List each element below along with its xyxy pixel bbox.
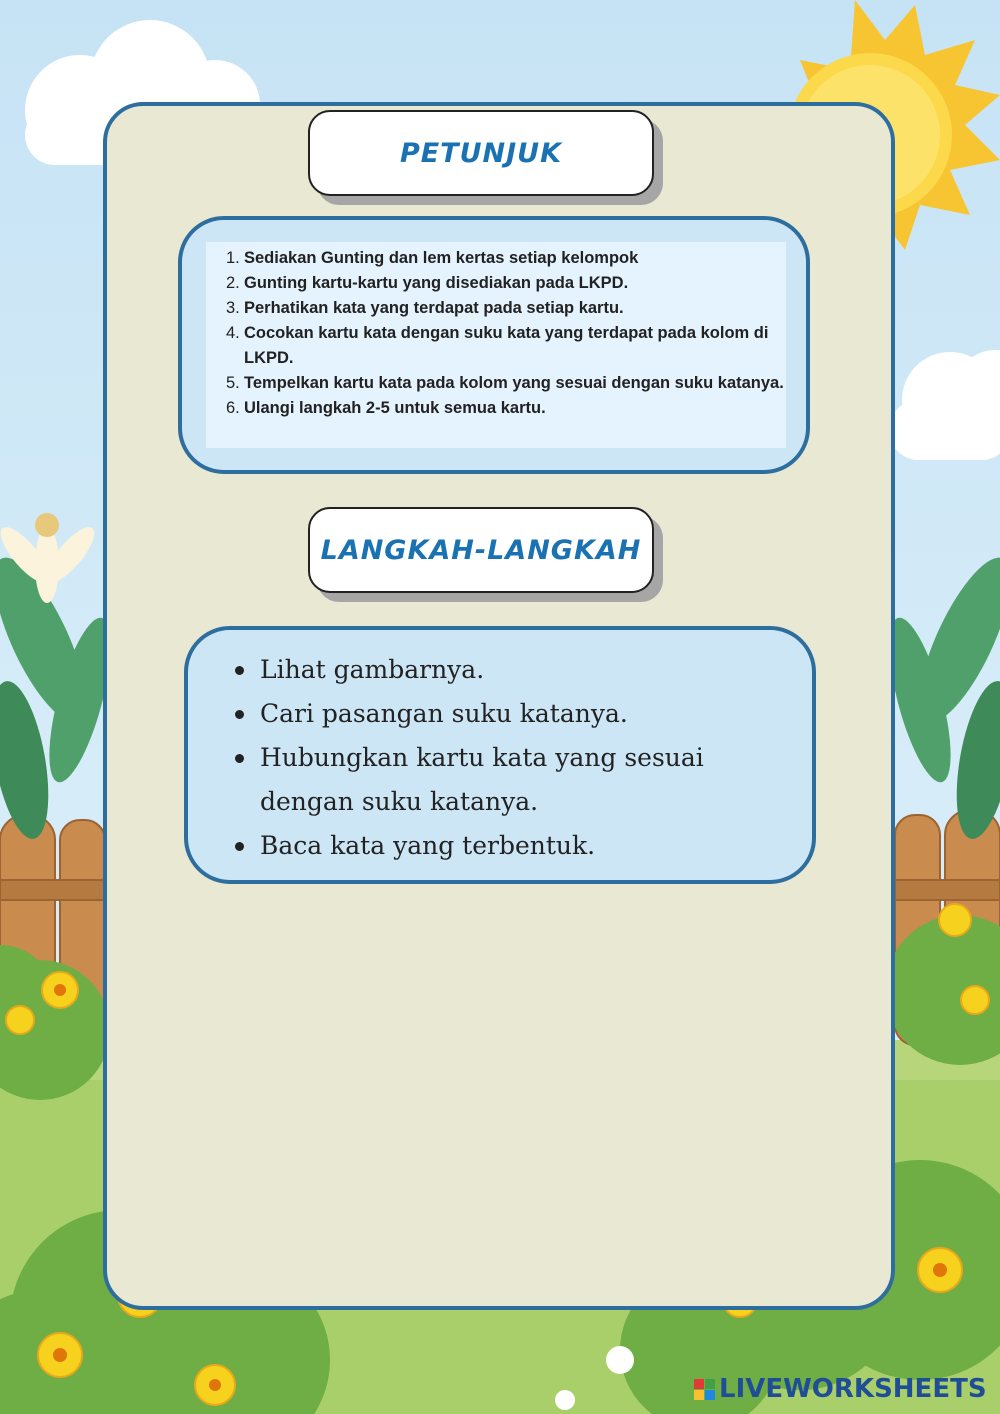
list-item	[206, 296, 786, 321]
petunjuk-title: PETUNJUK	[399, 137, 563, 169]
step-number: 6.	[226, 399, 240, 417]
logo-square	[694, 1379, 704, 1389]
langkah-title-box	[308, 507, 654, 593]
petunjuk-box	[178, 216, 810, 474]
step-text: Cocokan kartu kata dengan suku kata yang terdapat pada kolom di LKPD.	[244, 324, 769, 367]
step-number: 1.	[226, 249, 240, 267]
petunjuk-list	[206, 242, 786, 421]
step-number: 2.	[226, 274, 240, 292]
list-item: Cari pasangan suku katanya.	[260, 692, 782, 736]
list-item: Baca kata yang terbentuk.	[260, 824, 782, 868]
liveworksheets-brand[interactable]	[694, 1374, 987, 1404]
list-item	[206, 371, 786, 396]
petunjuk-inner	[206, 242, 786, 448]
list-item	[206, 246, 786, 271]
langkah-title: LANGKAH-LANGKAH	[320, 534, 642, 566]
step-text: Tempelkan kartu kata pada kolom yang sesuai dengan suku katanya.	[244, 374, 784, 392]
step-text: Perhatikan kata yang terdapat pada setiap kartu.	[244, 299, 624, 317]
step-text: Gunting kartu-kartu yang disediakan pada LKPD.	[244, 274, 629, 292]
list-item	[206, 396, 786, 421]
list-item: Lihat gambarnya.	[260, 648, 782, 692]
petunjuk-title-box	[308, 110, 654, 196]
liveworksheets-logo-icon	[694, 1379, 715, 1400]
logo-square	[705, 1390, 715, 1400]
list-item	[206, 321, 786, 371]
leaves-right	[877, 547, 1000, 844]
list-item	[206, 271, 786, 296]
logo-square	[694, 1390, 704, 1400]
step-text: Ulangi langkah 2-5 untuk semua kartu.	[244, 399, 546, 417]
cloud-right-mid	[890, 350, 1000, 460]
langkah-box	[184, 626, 816, 884]
brand-text: LIVEWORKSHEETS	[719, 1374, 987, 1404]
logo-square	[705, 1379, 715, 1389]
step-number: 3.	[226, 299, 240, 317]
step-number: 4.	[226, 324, 240, 342]
step-text: Sediakan Gunting dan lem kertas setiap kelompok	[244, 249, 639, 267]
step-number: 5.	[226, 374, 240, 392]
langkah-list	[188, 630, 812, 868]
list-item: Hubungkan kartu kata yang sesuai dengan suku katanya.	[260, 736, 782, 824]
